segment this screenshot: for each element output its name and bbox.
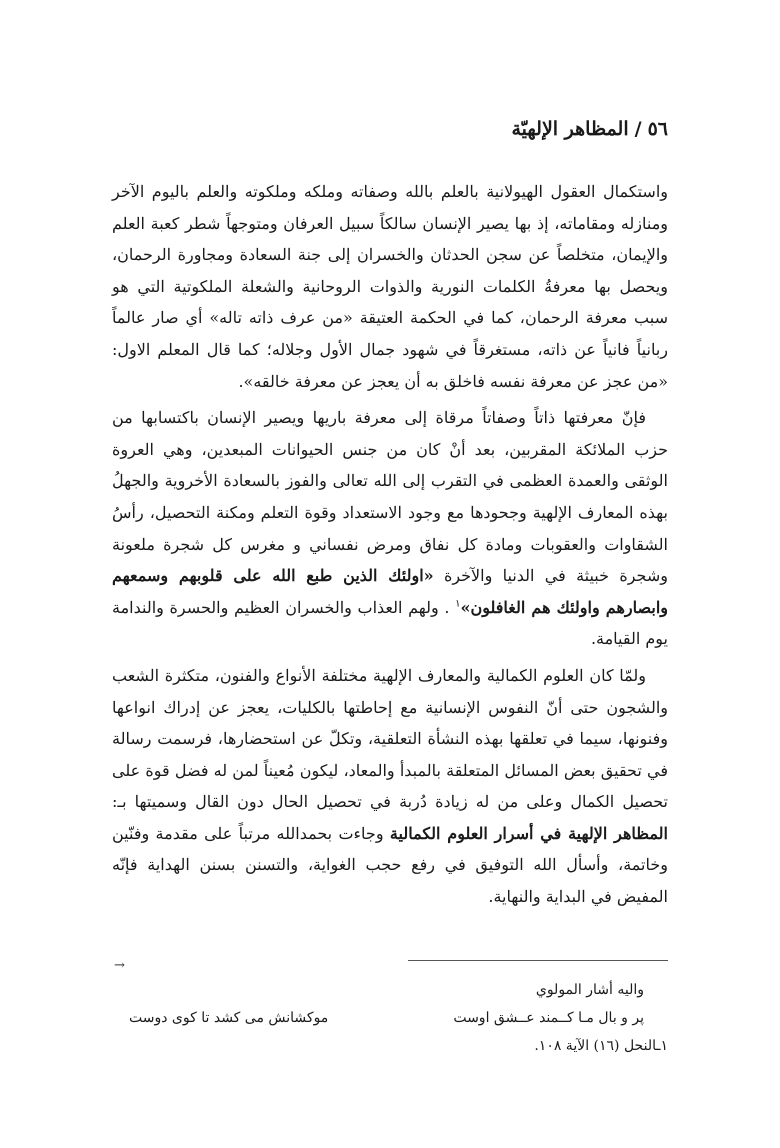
footnote-divider [408,960,668,961]
page-number: ٥٦ [647,118,668,140]
poem-verse [129,1004,644,1032]
paragraph-2 [112,402,668,655]
paragraph-1: واستكمال العقول الهيولانية بالعلم بالله وصفاته وملكه وملكوته والعلم باليوم الآخر ومنازله ومقاماته، إذ بها يصير الإنسان سالكاً سبيل العرفان ومتوجهاً شطر كعبة العلم والإيمان، متخلصاً عن سجن الحدثان والخسران إلى جنة السعادة ومجاورة الرحمان، ويحصل بها معرفةُ الكلمات النورية والذوات الروحانية والشعلة الملكوتية التي هو سبب معرفة الرحمان، كما في الحكمة العتيقة «من عرف ذاته تاله» أي صار عالماً ربانياً فانياً عن ذاته، مستغرقاً في شهود جمال الأول وجلاله؛ كما قال المعلم الاول: «من عجز عن معرفة نفسه فاخلق به أن يعجز عن معرفة خالقه». [112,182,669,391]
header-separator: / [634,118,642,140]
paragraph-3-text: ولمّا كان العلوم الكمالية والمعارف الإلهية مختلفة الأنواع والفنون، متكثرة الشعب والشجون حتى أنّ النفوس الإنسانية مع إحاطتها بالكليات، يعجز عن إدراك انواعها وفنونها، سيما في تعلقها بهذه النشأة التعلقية، وتكلّ عن استحضارها، فرسمت رسالة في تحقيق بعض المسائل المتعلقة بالمبدأ والمعاد، ليكون مُعيناً لمن له فضل قوة على تحصيل الكمال وعلى من له زيادة دُربة في تحصيل الحال دون القال وسميتها بـ: [112,665,668,812]
footnote-1: ١ـالنحل (١٦) الآية ١٠٨. [534,1038,668,1054]
main-text [112,176,668,913]
paragraph-2-tail: . ولهم العذاب والخسران العظيم والحسرة والندامة يوم القيامة. [112,597,668,649]
footnotes [112,976,668,1060]
continuation-arrow-icon: → [114,958,125,973]
quran-quote: «اولئك الذين طبع الله على قلوبهم وسمعهم وابصارهم واولئك هم الغافلون» [112,566,668,617]
paragraph-3 [112,660,668,913]
footnote-ref-1[interactable]: ١ [455,598,461,610]
paragraph-2-text: فإنّ معرفتها ذاتاً وصفاتاً مرقاة إلى معرفة باريها ويصير الإنسان باكتسابها من حزب الملائكة المقربين، بعد أنْ كان من جنس الحيوانات المبعدين، وهي العروة الوثقى والعمدة العظمى في التقرب إلى الله تعالى والفوز بالسعادة الأخروية والجهلُ بهذه المعارف الإلهية وجحودها مع وجود الاستعداد وقوة التعلم ومكنة التحصيل، رأسُ الشقاوات والعقوبات ومادة كل نفاق ومرض نفساني و مغرس كل شجرة ملعونة وشجرة خبيثة في الدنيا والآخرة [112,408,668,586]
paragraph-3-tail: وجاءت بحمدالله مرتباً على مقدمة وفنّين وخاتمة، وأسأل الله التوفيق في رفع حجب الغواية، والتسنن بسنن الهداية فإنّه المفيض في البداية والنهاية. [112,823,668,907]
footnote-intro: واليه أشار المولوي [535,982,644,998]
book-title: المظاهر الإلهيّة [511,118,629,140]
page-header [511,118,668,140]
poem-hemistich-1: پر و بال مـا كــمند عــشق اوست [453,1010,644,1026]
treatise-title: المظاهر الإلهية في أسرار العلوم الكمالية [389,823,668,843]
poem-hemistich-2: موكشانش مى كشد تا كوى دوست [129,1010,329,1026]
